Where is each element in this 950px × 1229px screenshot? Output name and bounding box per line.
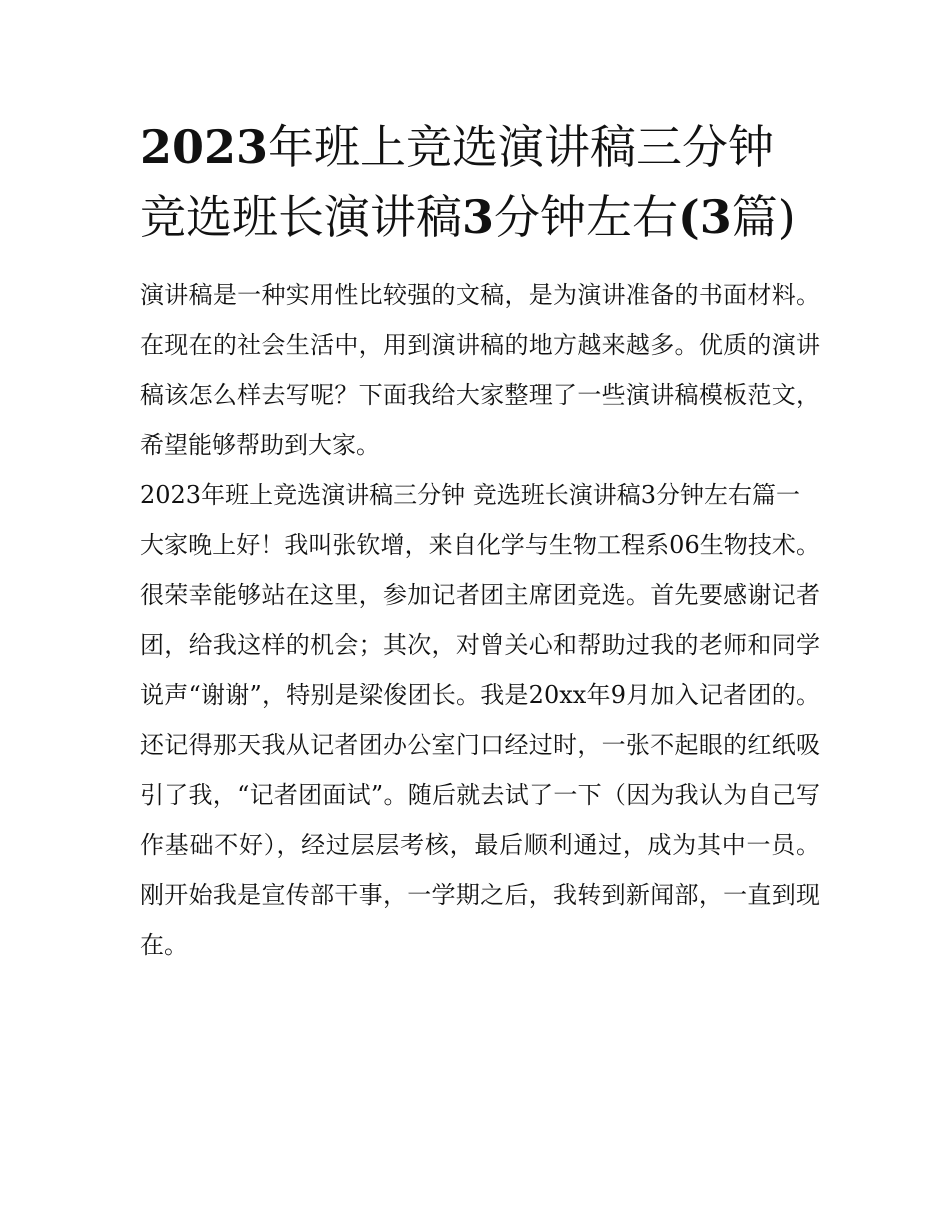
document-title <box>140 112 820 252</box>
title-number: 3 <box>462 190 495 244</box>
title-year: 2023 <box>140 120 269 174</box>
title-text-1: 年班上竞选演讲稿三分钟竞选班长演讲稿 <box>140 120 775 244</box>
title-text-2: 分钟左右 <box>494 190 679 244</box>
intro-paragraph: 演讲稿是一种实用性比较强的文稿，是为演讲准备的书面材料。在现在的社会生活中，用到演讲稿的地方越来越多。优质的演讲稿该怎么样去写呢？下面我给大家整理了一些演讲稿模板范文，希望能够帮助到大家。 <box>140 281 820 459</box>
title-count: (3 <box>678 190 732 244</box>
title-text-3: 篇) <box>731 190 796 244</box>
body-paragraph: 大家晚上好！我叫张钦增，来自化学与生物工程系06生物技术。很荣幸能够站在这里，参加记者团主席团竞选。首先要感谢记者团，给我这样的机会；其次，对曾关心和帮助过我的老师和同学说声“谢谢”，特别是梁俊团长。我是20xx年9月加入记者团的。还记得那天我从记者团办公室门口经过时，一张不起眼的红纸吸引了我，“记者团面试”。随后就去试了一下（因为我认为自己写作基础不好），经过层层考核，最后顺利通过，成为其中一员。刚开始我是宣传部干事，一学期之后，我转到新闻部，一直到现在。 <box>140 531 820 959</box>
document-content <box>140 112 820 970</box>
section-heading: 2023年班上竞选演讲稿三分钟 竞选班长演讲稿3分钟左右篇一 <box>140 481 800 509</box>
